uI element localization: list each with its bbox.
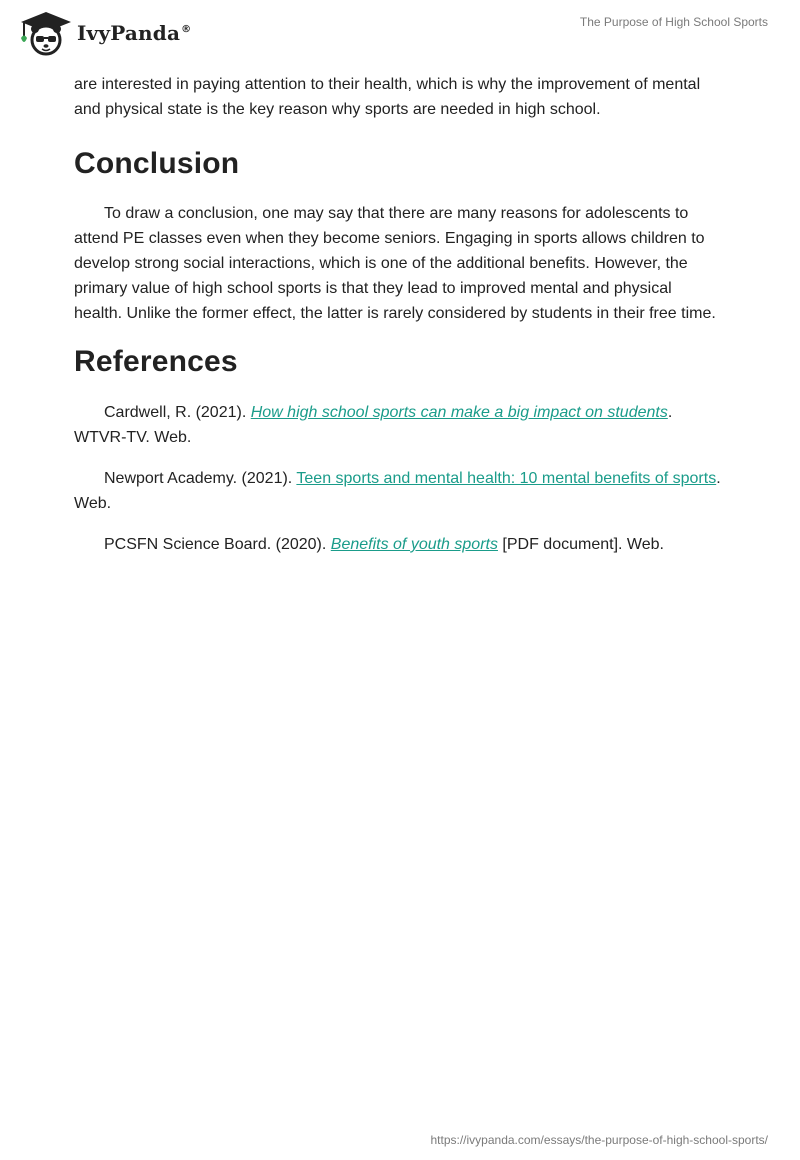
reference-item (74, 466, 724, 516)
reference-link[interactable]: How high school sports can make a big impact on students (250, 404, 668, 421)
reference-citation: Cardwell, R. (2021). (104, 404, 251, 421)
page-url[interactable]: https://ivypanda.com/essays/the-purpose-of-high-school-sports/ (430, 1133, 768, 1147)
reference-link[interactable]: Benefits of youth sports (330, 536, 498, 553)
reference-suffix: . WTVR-TV. Web. (74, 404, 673, 446)
reference-item (74, 532, 724, 557)
ivypanda-logo[interactable] (15, 8, 191, 56)
conclusion-heading: Conclusion (74, 147, 240, 180)
reference-citation: Newport Academy. (2021). (104, 470, 297, 487)
reference-citation: PCSFN Science Board. (2020). (104, 536, 331, 553)
reference-link[interactable]: Teen sports and mental health: 10 mental benefits of sports (296, 470, 717, 487)
panda-graduate-icon (15, 8, 73, 56)
conclusion-paragraph: To draw a conclusion, one may say that there are many reasons for adolescents to attend PE classes even when they become seniors. Engaging in sports allows children to develop strong social interactions, which is one of the additional benefits. However, the primary value of high school sports is that they lead to improved mental and physical health. Unlike the former effect, the latter is rarely considered by students in their free time. (74, 205, 716, 322)
references-heading: References (74, 345, 238, 378)
document-title: The Purpose of High School Sports (579, 15, 768, 29)
reference-item (74, 400, 724, 450)
essay-content (74, 72, 724, 573)
reference-suffix: . Web. (74, 470, 721, 512)
registered-mark: ® (181, 24, 192, 36)
brand-name: IvyPanda® (77, 21, 192, 45)
reference-suffix: [PDF document]. Web. (497, 536, 664, 553)
intro-paragraph: are interested in paying attention to their health, which is why the improvement of mental and physical state is the key reason why sports are needed in high school. (74, 76, 701, 118)
